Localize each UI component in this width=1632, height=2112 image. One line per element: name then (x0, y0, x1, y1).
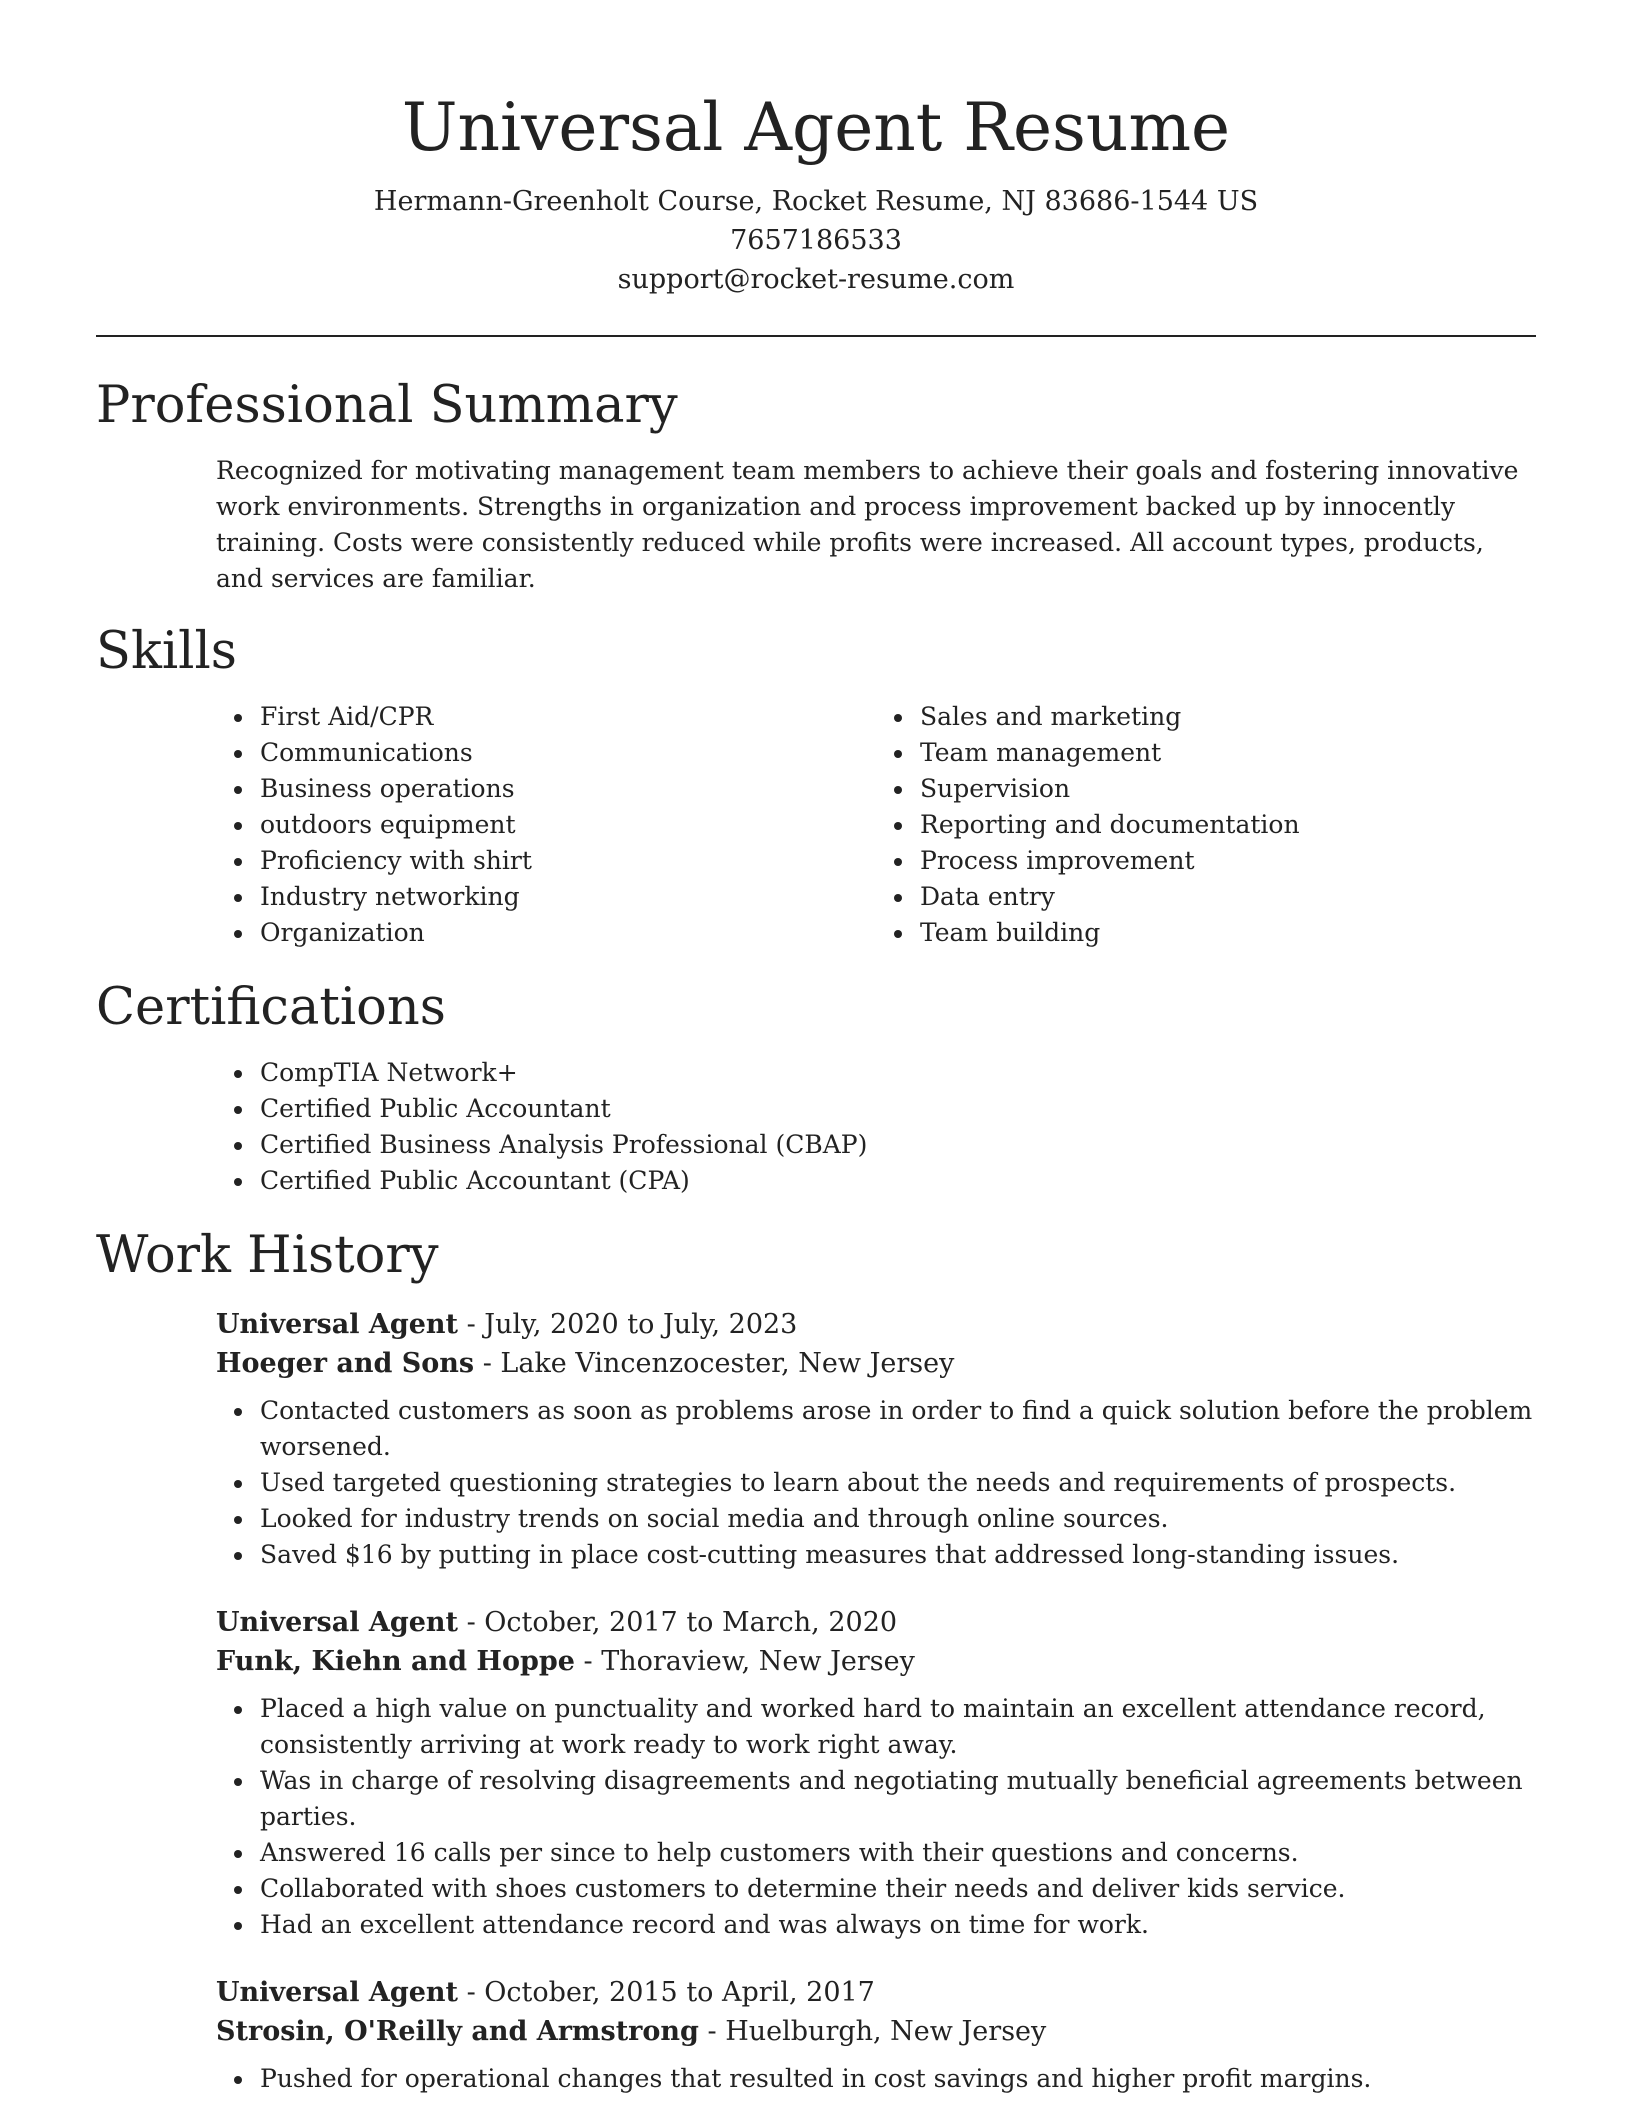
job-bullets (216, 2061, 1578, 2097)
job-bullet: Had an excellent attendance record and was always on time for work. (260, 1907, 1578, 1943)
skill-item: Organization (260, 915, 876, 951)
header-divider (96, 335, 1536, 337)
job-dates: October, 2015 to April, 2017 (484, 1977, 875, 2008)
skill-item: Team building (920, 915, 1536, 951)
job-company: Hoeger and Sons (216, 1348, 475, 1379)
job-title-line: Universal Agent - July, 2020 to July, 2023 (216, 1309, 798, 1340)
certification-item: Certified Business Analysis Professional (CBAP) (260, 1127, 1536, 1163)
contact-address: Hermann-Greenholt Course, Rocket Resume, NJ 83686-1544 US (373, 186, 1259, 217)
skills-columns (216, 699, 1536, 951)
job-company-line: Hoeger and Sons - Lake Vincenzocester, New Jersey (216, 1348, 955, 1379)
job-location: Huelburgh, New Jersey (725, 2016, 1047, 2047)
summary-heading: Professional Summary (96, 376, 678, 435)
job-title-line: Universal Agent - October, 2015 to April, 2017 (216, 1977, 875, 2008)
skill-item: outdoors equipment (260, 807, 876, 843)
job-bullet: Used targeted questioning strategies to learn about the needs and requirements of prospects. (260, 1465, 1578, 1501)
job-entry (216, 1603, 1536, 1943)
summary-text: Recognized for motivating management team members to achieve their goals and fostering innovative work environments. Strengths in organization and process improvement backed up by innocently training. Costs were consistently reduced while profits were increased. All account types, products, and services are familiar. (216, 456, 1519, 593)
job-bullet: Placed a high value on punctuality and worked hard to maintain an excellent attendance record, consistently arriving at work ready to work right away. (260, 1691, 1578, 1763)
job-bullet: Contacted customers as soon as problems arose in order to find a quick solution before the problem worsened. (260, 1393, 1578, 1465)
job-location: Lake Vincenzocester, New Jersey (500, 1348, 955, 1379)
certifications-heading: Certifications (96, 978, 446, 1037)
skills-heading: Skills (96, 622, 237, 681)
job-entry (216, 1305, 1536, 1573)
job-bullet: Was in charge of resolving disagreements and negotiating mutually beneficial agreements between parties. (260, 1763, 1578, 1835)
job-location: Thoraview, New Jersey (601, 1646, 915, 1677)
job-entry (216, 1973, 1536, 2097)
job-bullet: Pushed for operational changes that resulted in cost savings and higher profit margins. (260, 2061, 1578, 2097)
skill-item: Industry networking (260, 879, 876, 915)
certification-item: CompTIA Network+ (260, 1055, 1536, 1091)
contact-phone: 7657186533 (730, 225, 902, 256)
job-bullets (216, 1691, 1578, 1943)
job-bullets (216, 1393, 1578, 1573)
contact-email: support@rocket-resume.com (617, 264, 1015, 295)
skills-list-right (876, 699, 1536, 951)
skill-item: First Aid/CPR (260, 699, 876, 735)
resume-header (96, 0, 1536, 299)
certifications-list (216, 1055, 1536, 1199)
job-title: Universal Agent (216, 1309, 458, 1340)
skill-item: Reporting and documentation (920, 807, 1536, 843)
job-company-line: Strosin, O'Reilly and Armstrong - Huelburgh, New Jersey (216, 2016, 1047, 2047)
certification-item: Certified Public Accountant (260, 1091, 1536, 1127)
job-company: Funk, Kiehn and Hoppe (216, 1646, 575, 1677)
resume-page (96, 0, 1536, 2097)
resume-name: Universal Agent Resume (401, 89, 1231, 166)
skill-item: Process improvement (920, 843, 1536, 879)
job-title: Universal Agent (216, 1607, 458, 1638)
skill-item: Data entry (920, 879, 1536, 915)
job-bullet: Collaborated with shoes customers to determine their needs and deliver kids service. (260, 1871, 1578, 1907)
job-bullet: Saved $16 by putting in place cost-cutting measures that addressed long-standing issues. (260, 1537, 1578, 1573)
job-bullet: Answered 16 calls per since to help customers with their questions and concerns. (260, 1835, 1578, 1871)
skill-item: Proficiency with shirt (260, 843, 876, 879)
skill-item: Team management (920, 735, 1536, 771)
job-title: Universal Agent (216, 1977, 458, 2008)
skill-item: Supervision (920, 771, 1536, 807)
skill-item: Sales and marketing (920, 699, 1536, 735)
skills-list-left (216, 699, 876, 951)
job-dates: October, 2017 to March, 2020 (484, 1607, 898, 1638)
job-dates: July, 2020 to July, 2023 (484, 1309, 798, 1340)
job-company-line: Funk, Kiehn and Hoppe - Thoraview, New Jersey (216, 1646, 915, 1677)
certification-item: Certified Public Accountant (CPA) (260, 1163, 1536, 1199)
job-company: Strosin, O'Reilly and Armstrong (216, 2016, 699, 2047)
skill-item: Business operations (260, 771, 876, 807)
job-title-line: Universal Agent - October, 2017 to March, 2020 (216, 1607, 898, 1638)
job-bullet: Looked for industry trends on social media and through online sources. (260, 1501, 1578, 1537)
skill-item: Communications (260, 735, 876, 771)
work-history-heading: Work History (96, 1226, 439, 1285)
